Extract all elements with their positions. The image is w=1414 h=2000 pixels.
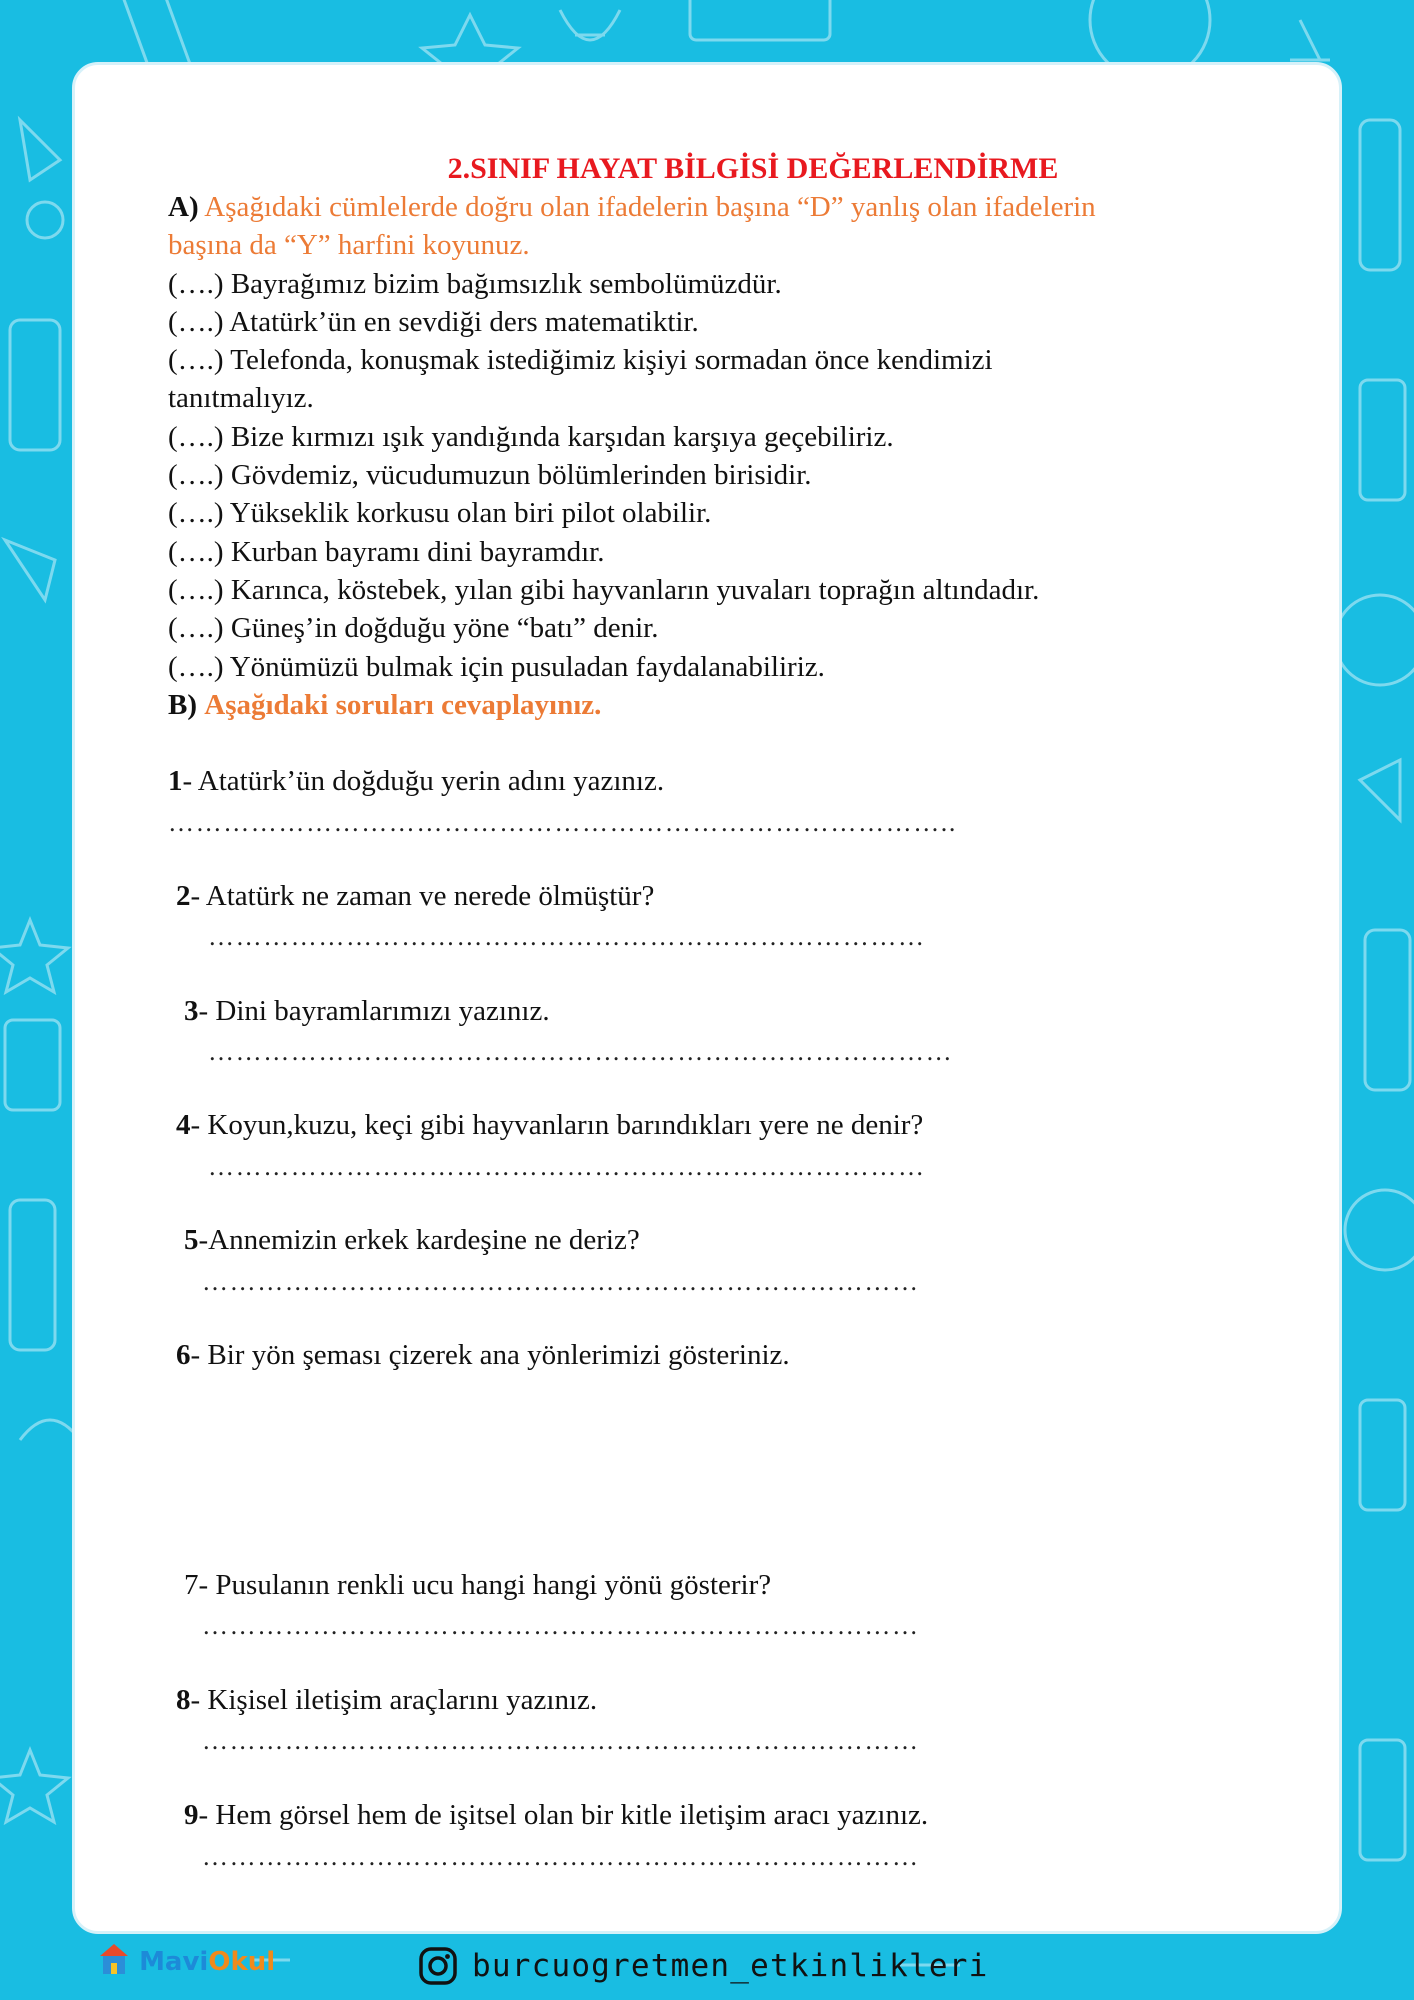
section-a-label: A): [168, 191, 199, 223]
true-false-item-continuation: tanıtmalıyız.: [168, 382, 314, 415]
answer-line-3[interactable]: ………………………………………………………………………: [208, 1037, 954, 1066]
question-5: [184, 1221, 640, 1259]
worksheet-title: 2.SINIF HAYAT BİLGİSİ DEĞERLENDİRME: [447, 152, 1059, 185]
instagram-handle: burcuogretmen_etkinlikleri: [472, 1948, 989, 1984]
question-number: 7: [184, 1569, 199, 1601]
true-false-item: (….) Yükseklik korkusu olan biri pilot olabilir.: [168, 497, 712, 530]
true-false-item: (….) Güneş’in doğduğu yöne “batı” denir.: [168, 612, 659, 645]
true-false-item: (….) Atatürk’ün en sevdiği ders matematiktir.: [168, 305, 699, 338]
question-text: - Hem görsel hem de işitsel olan bir kitle iletişim aracı yazınız.: [198, 1799, 929, 1831]
question-6: [176, 1336, 790, 1374]
question-number: 1: [168, 765, 183, 797]
question-text: - Koyun,kuzu, keçi gibi hayvanların barındıkları yere ne denir?: [190, 1109, 924, 1141]
section-a-instruction: [168, 188, 1278, 226]
question-3: [184, 992, 550, 1030]
question-9: [184, 1796, 928, 1834]
true-false-item: (….) Bayrağımız bizim bağımsızlık sembolümüzdür.: [168, 267, 782, 300]
answer-line-4[interactable]: ……………………………………………………………………: [208, 1152, 926, 1181]
question-text: - Atatürk’ün doğduğu yerin adını yazınız.: [182, 765, 665, 797]
question-text: - Pusulanın renkli ucu hangi hangi yönü gösterir?: [198, 1569, 772, 1601]
true-false-item: (….) Gövdemiz, vücudumuzun bölümlerinden birisidir.: [168, 459, 812, 492]
question-text: -Annemizin erkek kardeşine ne deriz?: [198, 1224, 640, 1256]
true-false-item: (….) Karınca, köstebek, yılan gibi hayvanların yuvaları toprağın altındadır.: [168, 573, 1040, 606]
question-text: - Bir yön şeması çizerek ana yönlerimizi gösteriniz.: [190, 1339, 790, 1371]
question-number: 6: [176, 1339, 191, 1371]
true-false-item: (….) Telefonda, konuşmak istediğimiz kişiyi sormadan önce kendimizi: [168, 344, 993, 377]
question-1: [168, 762, 664, 800]
answer-line-7[interactable]: ……………………………………………………………………: [202, 1611, 920, 1640]
section-a-instruction-line1: Aşağıdaki cümlelerde doğru olan ifadelerin başına “D” yanlış olan ifadelerin: [204, 191, 1096, 223]
answer-line-2[interactable]: ……………………………………………………………………: [208, 922, 926, 951]
question-text: - Atatürk ne zaman ve nerede ölmüştür?: [190, 880, 655, 912]
true-false-item: (….) Yönümüzü bulmak için pusuladan faydalanabiliriz.: [168, 650, 825, 683]
question-number: 5: [184, 1224, 199, 1256]
true-false-item: (….) Kurban bayramı dini bayramdır.: [168, 535, 605, 568]
question-8: [176, 1681, 597, 1719]
question-text: - Kişisel iletişim araçlarını yazınız.: [190, 1684, 598, 1716]
school-house-icon: [98, 1942, 130, 1976]
section-b-instruction: [168, 686, 1278, 724]
question-2: [176, 877, 654, 915]
answer-line-5[interactable]: ……………………………………………………………………: [202, 1267, 920, 1296]
question-number: 9: [184, 1799, 199, 1831]
question-number: 2: [176, 880, 191, 912]
worksheet-content: [168, 150, 1278, 724]
question-number: 3: [184, 995, 199, 1027]
question-number: 8: [176, 1684, 191, 1716]
instagram-icon: [418, 1946, 458, 1986]
brand-logo: [98, 1942, 275, 1977]
brand-name-part2: Okul: [208, 1947, 276, 1977]
section-b-label: B): [168, 688, 197, 721]
question-text: - Dini bayramlarımızı yazınız.: [198, 995, 550, 1027]
question-4: [176, 1106, 923, 1144]
question-7: [184, 1566, 771, 1604]
answer-line-1[interactable]: …………………………………………………………………………..: [168, 808, 957, 837]
true-false-item: (….) Bize kırmızı ışık yandığında karşıdan karşıya geçebiliriz.: [168, 420, 894, 453]
answer-line-8[interactable]: ……………………………………………………………………: [202, 1726, 920, 1755]
section-a-instruction-line2: başına da “Y” harfini koyunuz.: [168, 229, 530, 262]
question-number: 4: [176, 1109, 191, 1141]
answer-line-9[interactable]: ……………………………………………………………………: [202, 1842, 920, 1871]
section-b-instruction-text: Aşağıdaki soruları cevaplayınız.: [204, 688, 602, 721]
brand-name-part1: Mavi: [139, 1947, 209, 1977]
instagram-credit: [418, 1946, 988, 1986]
